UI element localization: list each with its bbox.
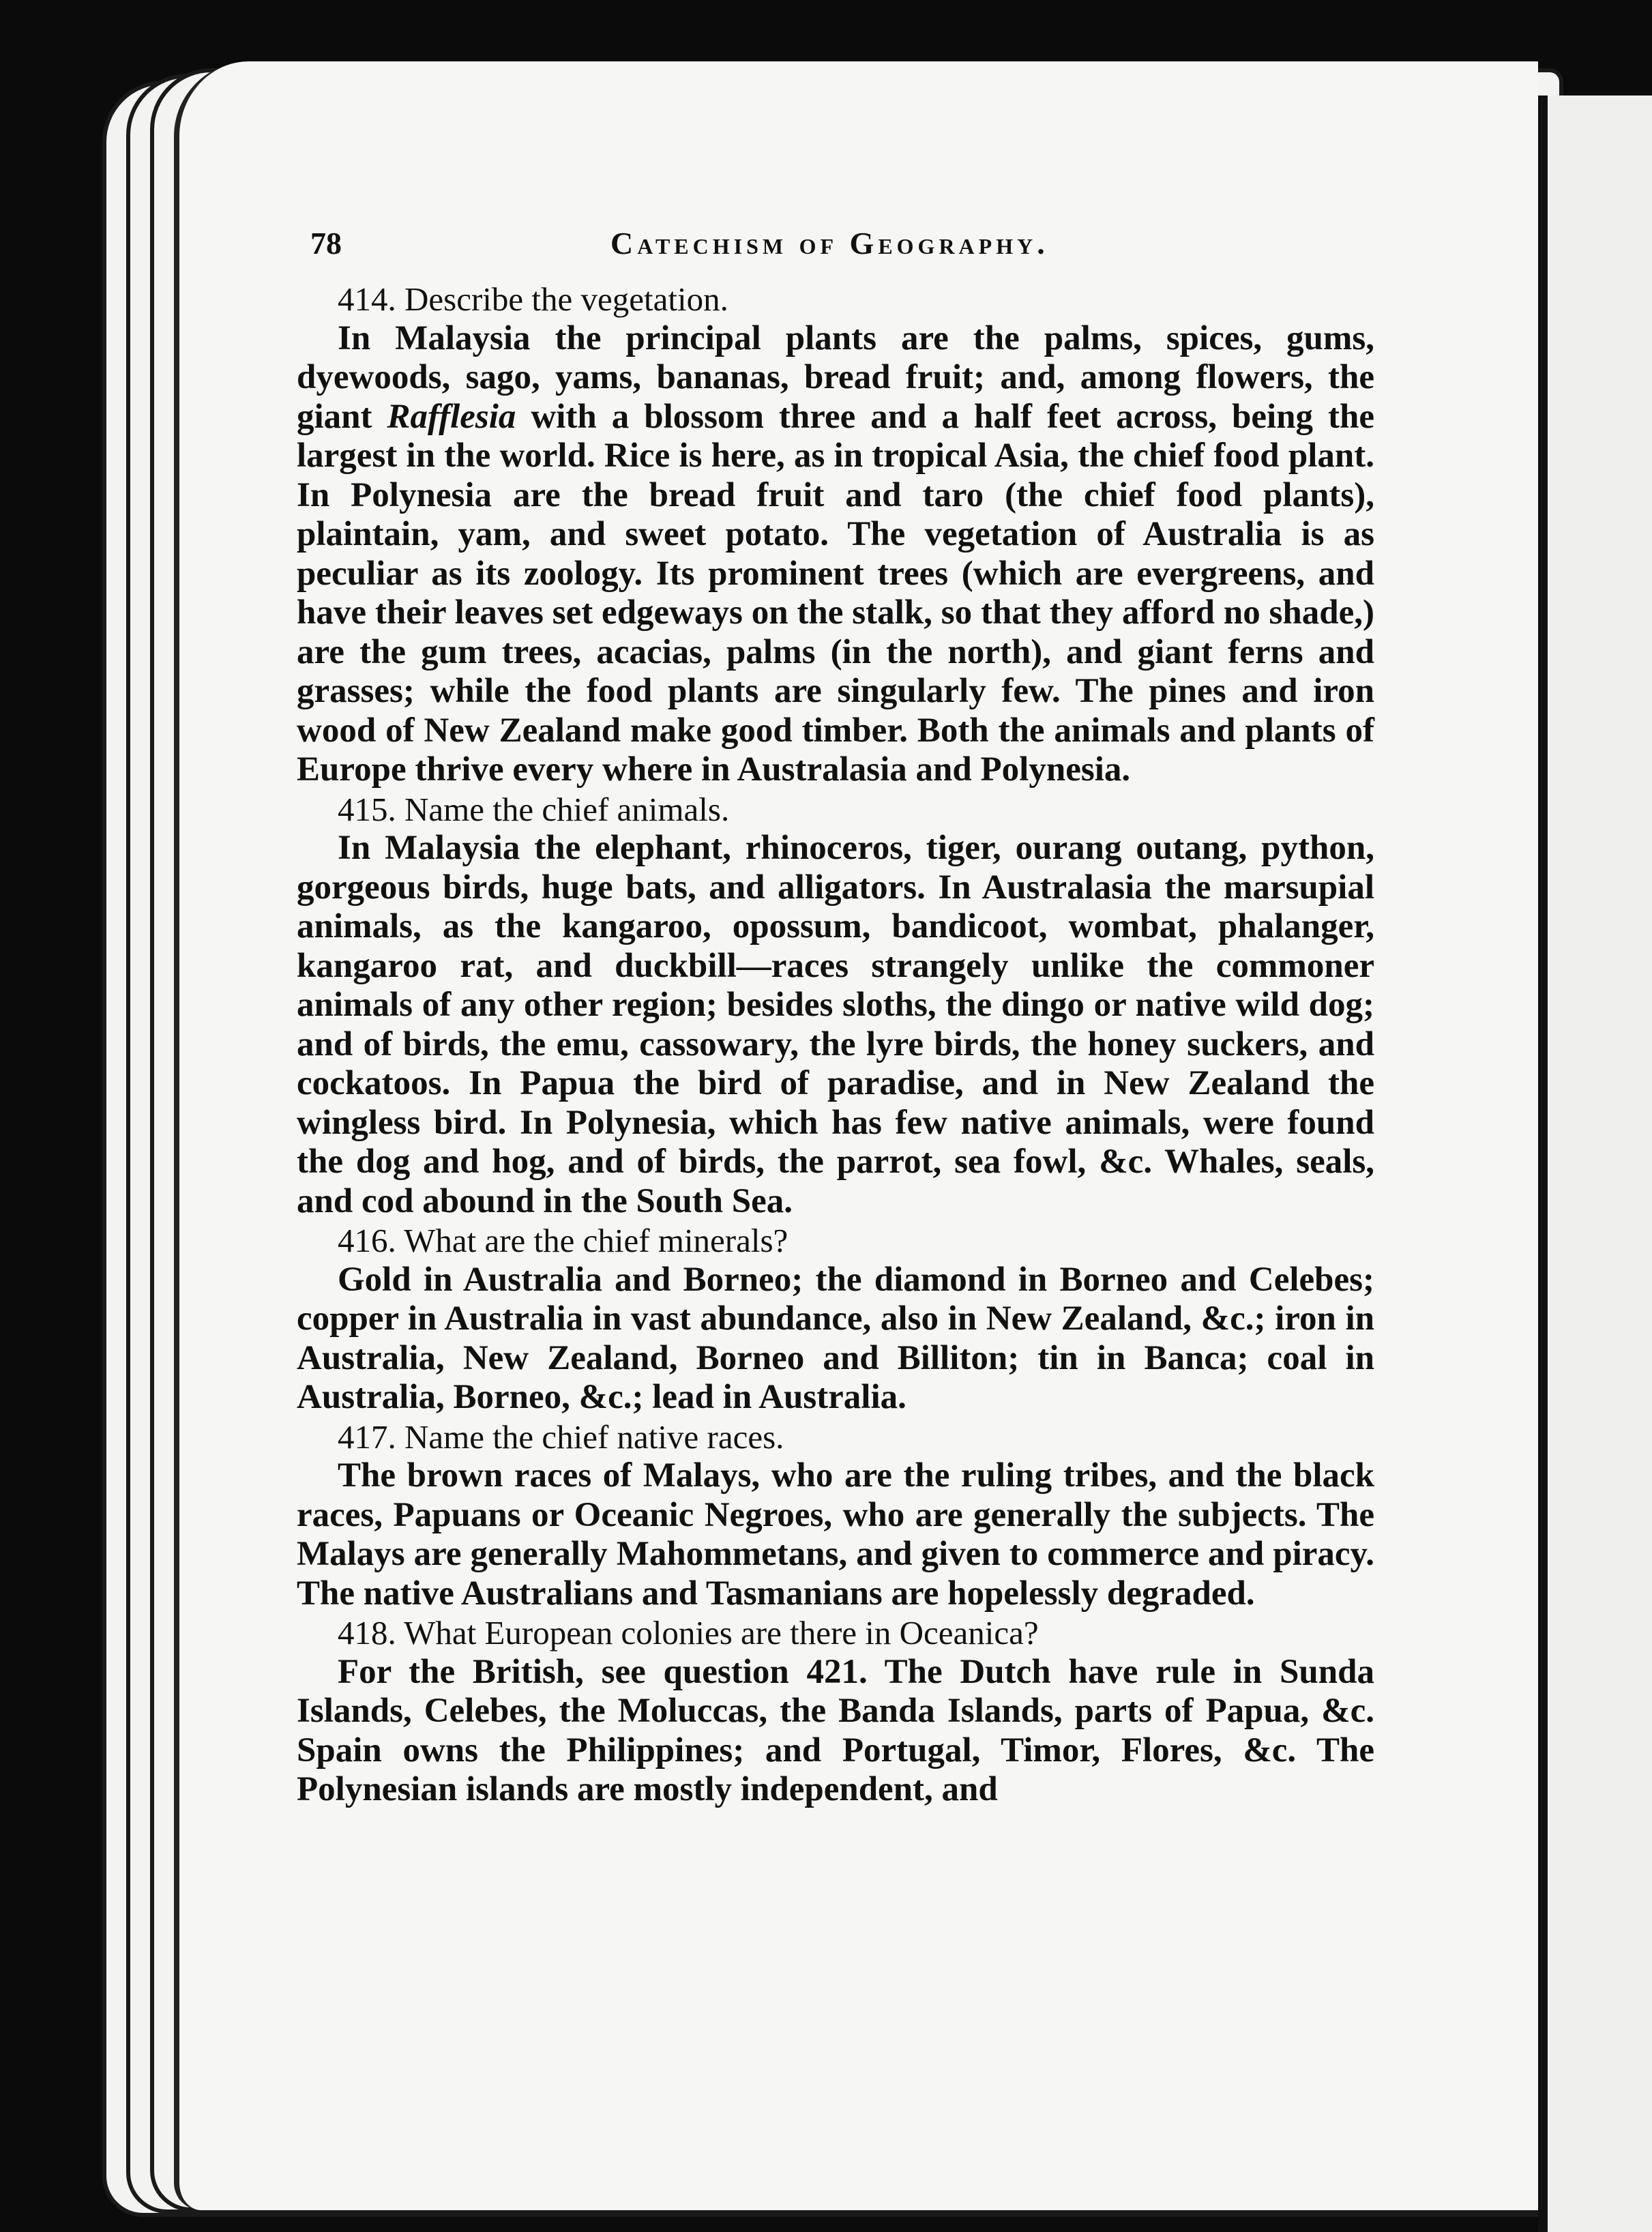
question-416: 416. What are the chief minerals?	[338, 1222, 788, 1259]
running-title: Catechism of Geography.	[610, 226, 1049, 261]
facing-page-edge	[1538, 96, 1652, 2232]
page-text	[297, 225, 1374, 1810]
page-number: 78	[310, 226, 342, 261]
question-417: 417. Name the chief native races.	[338, 1418, 784, 1456]
running-head	[297, 225, 1374, 280]
question-415: 415. Name the chief animals.	[338, 790, 730, 828]
answer-418: For the British, see question 421. The Dutch have rule in Sunda Islands, Celebes, the Moluccas, the Banda Islands, parts of Papua, &c. Spain owns the Philippines; and Portugal, Timor, Flores, &c. The Polynesian islands are mostly independent, and	[297, 1652, 1374, 1808]
answer-417: The brown races of Malays, who are the ruling tribes, and the black races, Papuans or Oceanic Negroes, who are generally the subjects. The Malays are generally Mahommetans, and given to commerce and piracy. The native Australians and Tasmanians are hopelessly degraded.	[297, 1456, 1374, 1613]
answer-414-text-cont: with a blossom three and a half feet across, being the largest in the world. Rice is here, as in tropical Asia, the chief food plant. In Polynesia are the bread fruit and taro (the chief food plants), plaintain, yam, and sweet potato. The vegetation of Australia is as peculiar as its zoology. Its prominent trees (which are evergreens, and have their leaves set edgeways on the stalk, so that they afford no shade,) are the gum trees, acacias, palms (in the north), and giant ferns and grasses; while the food plants are singularly few. The pines and iron wood of New Zealand make good timber. Both the animals and plants of Europe thrive every where in Australasia and Polynesia.	[297, 397, 1374, 789]
question-418: 418. What European colonies are there in Oceanica?	[338, 1614, 1039, 1651]
answer-414-italic: Rafflesia	[387, 397, 516, 436]
question-414: 414. Describe the vegetation.	[338, 280, 728, 318]
answer-414	[297, 319, 1374, 790]
answer-414-text: In Malaysia the principal plants are the palms, spices, gums, dyewoods, sago, yams, bananas, bread fruit; and, among flowers, the giant	[297, 319, 1374, 436]
answer-416: Gold in Australia and Borneo; the diamond in Borneo and Celebes; copper in Australia in vast abundance, also in New Zealand, &c.; iron in Australia, New Zealand, Borneo and Billiton; tin in Banca; coal in Australia, Borneo, &c.; lead in Australia.	[297, 1260, 1374, 1416]
answer-415: In Malaysia the elephant, rhinoceros, tiger, ourang outang, python, gorgeous birds, huge bats, and alligators. In Australasia the marsupial animals, as the kangaroo, opossum, bandicoot, wombat, phalanger, kangaroo rat, and duckbill—races strangely unlike the commoner animals of any other region; besides sloths, the dingo or native wild dog; and of birds, the emu, cassowary, the lyre birds, the honey suckers, and cockatoos. In Papua the bird of paradise, and in New Zealand the wingless bird. In Polynesia, which has few native animals, were found the dog and hog, and of birds, the parrot, sea fowl, &c. Whales, seals, and cod abound in the South Sea.	[297, 829, 1374, 1220]
